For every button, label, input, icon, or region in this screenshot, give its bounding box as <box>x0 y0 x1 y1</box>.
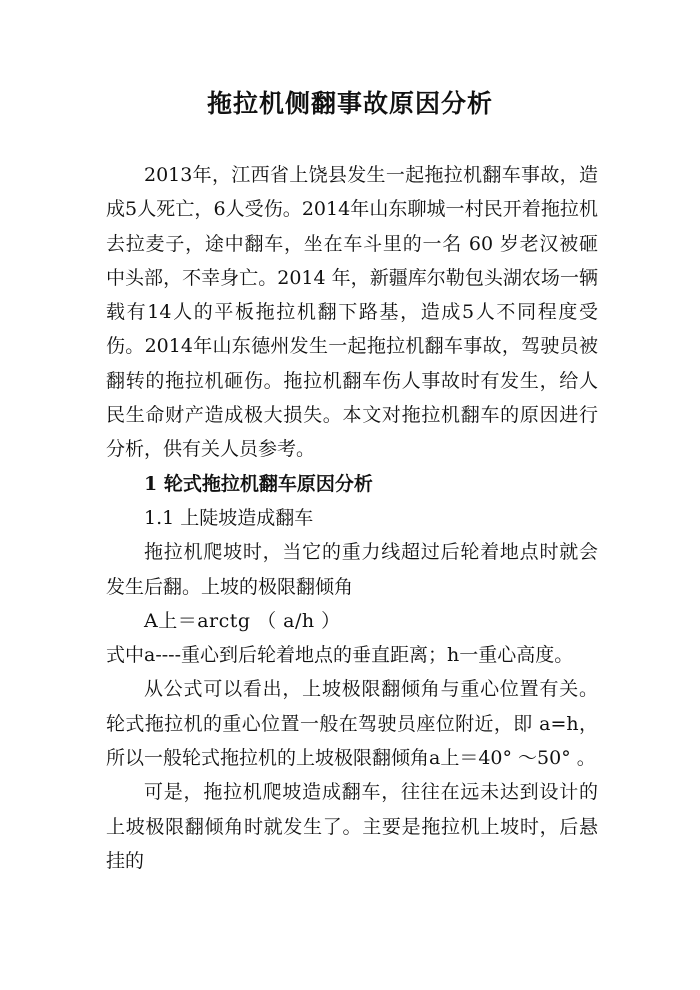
subsection-heading: 1.1 上陡坡造成翻车 <box>144 506 314 529</box>
paragraph-uphill: 拖拉机爬坡时，当它的重力线超过后轮着地点时就会发生后翻。上坡的极限翻倾角 <box>106 541 598 598</box>
paragraph-rear-suspension: 可是，拖拉机爬坡造成翻车，往往在远未达到设计的上坡极限翻倾角时就发生了。主要是拖拉机上坡时，后悬挂的 <box>106 781 598 872</box>
formula-explanation: 式中a----重心到后轮着地点的垂直距离；h一重心高度。 <box>106 644 574 667</box>
document-body <box>106 158 598 878</box>
formula-line: A上＝arctg （ a/h ） <box>144 609 341 632</box>
section-heading: 1 轮式拖拉机翻车原因分析 <box>144 472 373 495</box>
paragraph-center-of-gravity: 从公式可以看出，上坡极限翻倾角与重心位置有关。轮式拖拉机的重心位置一般在驾驶员座位附近，即 a=h，所以一般轮式拖拉机的上坡极限翻倾角a上＝40° ～50° 。 <box>106 678 598 770</box>
paragraph-intro: 2013年，江西省上饶县发生一起拖拉机翻车事故，造成5人死亡，6人受伤。2014年山东聊城一村民开着拖拉机去拉麦子，途中翻车，坐在车斗里的一名 60 岁老汉被砸中头部，不幸身亡。2014 年，新疆库尔勒包头湖农场一辆载有14人的平板拖拉机翻下路基，造成5人不同程度受伤。2014年山东德州发生一起拖拉机翻车事故，驾驶员被翻转的拖拉机砸伤。拖拉机翻车伤人事故时有发生，给人民生命财产造成极大损失。本文对拖拉机翻车的原因进行分析，供有关人员参考。 <box>106 164 598 461</box>
document-title: 拖拉机侧翻事故原因分析 <box>206 89 493 118</box>
